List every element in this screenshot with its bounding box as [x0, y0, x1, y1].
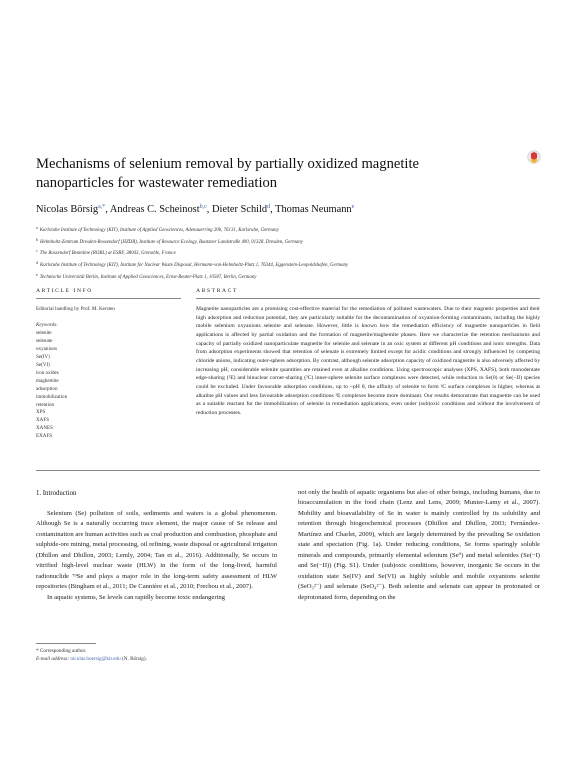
- affiliation-text: Karlsruhe Institute of Technology (KIT), Institute of Applied Geosciences, Adenauerring 20b, 76131, Karlsruhe, Germany: [39, 228, 279, 233]
- keyword: Se(VI): [36, 361, 50, 368]
- author-name[interactable]: Dieter Schild: [212, 204, 268, 215]
- affiliation: [36, 271, 556, 283]
- email-link[interactable]: nicolas.boersig@kit.edu: [70, 656, 121, 663]
- divider: [196, 298, 540, 299]
- article-title: [36, 155, 536, 193]
- keyword: XPS: [36, 409, 46, 416]
- body-column-left: [36, 509, 277, 603]
- article-info-heading: ARTICLE INFO: [36, 288, 93, 294]
- affiliation: [36, 247, 556, 259]
- keyword: immobilization: [36, 393, 68, 400]
- author-name[interactable]: Andreas C. Scheinost: [109, 204, 200, 215]
- affiliation: [36, 259, 556, 271]
- keyword: oxyanions: [36, 345, 57, 352]
- title-line-1: Mechanisms of selenium removal by partially oxidized magnetite: [36, 156, 419, 172]
- author-list: Nicolas Börsig$^{a,*}$, Andreas C. Scheinost$^{b,c}$, Dieter Schild$^d$, Thomas Neumann$^e$: [36, 204, 355, 215]
- author-name[interactable]: Nicolas Börsig: [36, 204, 99, 215]
- affiliation-marker: c: [36, 248, 38, 254]
- section-heading-introduction: 1. Introduction: [36, 490, 77, 497]
- keywords-heading: Keywords:: [36, 322, 58, 328]
- keyword-list: [36, 322, 67, 441]
- keyword: XAFS: [36, 417, 50, 424]
- affiliation-text: The Rossendorf Beamline (ROBL) at ESRF, 38043, Grenoble, France: [39, 251, 176, 257]
- author-affil-marker[interactable]: a,*: [98, 204, 106, 210]
- keyword: XANES: [36, 425, 53, 432]
- affiliation-text: Helmholtz-Zentrum Dresden-Rossendorf (HZDR), Institute of Resource Ecology, Bautzner Landstraße 400, 01328, Dresden, Germany: [40, 239, 303, 245]
- abstract-text: Magnetite nanoparticles are a promising cost-effective material for the remediation of polluted wastewaters. Due to their magnetic properties and their high adsorption and reduction potential, they are particularly suitable for the decontamination of oxyanion-forming contaminants, including the highly mobile selenium oxyanions selenite and selenate. However, little is known how the remediation efficiency of magnetite nanoparticles in field applications is affected by partial oxidation and the formation of magnetite/maghemite phases. Here we characterize the retention mechanisms and capacity of partially oxidized nanoparticulate magnetite for selenite and selenate in an oxic system at different pH conditions and ionic strengths. Data from adsorption experiments showed that retention of selenate is extremely limited except for acidic conditions and strongly influenced by competing chloride anions, indicating outer-sphere adsorption. By contrast, although selenite adsorption capacity of oxidized magnetite is also adversely affected by increasing pH, considerable selenite quantities are retained even at alkaline conditions. Using spectroscopic analyses (XPS, XAFS), both monodentate edge-sharing (²E) and binuclear corner-sharing (²C) inner-sphere selenite surface complexes were detected, while reduction to Se(0) or Se(−II) species could be excluded. Under favourable adsorption conditions, up to ~pH 8, the affinity of selenite to form ²C surface complexes is higher, whereas at alkaline pH values and less favourable adsorption conditions ²E complexes become more dominant. Our results demonstrate that magnetite can be used as a suitable reactant for the immobilization of selenite in remediation applications, even under (sub)oxic conditions and without the involvement of reduction processes.: [196, 306, 540, 416]
- keyword: adsorption: [36, 385, 58, 392]
- keyword: maghemite: [36, 377, 59, 384]
- abstract-heading: ABSTRACT: [196, 288, 239, 294]
- editorial-handling: Editorial handling by Prof. M. Kersten: [36, 306, 115, 312]
- divider: [36, 298, 181, 299]
- body-paragraph: In aquatic systems, Se levels can rapidly become toxic endangering: [47, 593, 225, 601]
- keyword: Se(IV): [36, 353, 50, 360]
- keyword: EXAFS: [36, 433, 53, 440]
- body-paragraph: Selenium (Se) pollution of soils, sediments and waters is a global phenomenon. Although Se is a naturally occurring trace element, the major cause of Se release and contamination are human activities such as coal production and combustion, phosphate and sulphide-ore mining, metal processing, oil refining, waste disposal or agricultural irrigation (Dhillon and Dhillon, 2003; Lemly, 2004; Tan et al., 2016). Additionally, Se occurs in vitrified high-level nuclear waste (HLW) in the form of the long-lived, harmful radionuclide ⁷⁹Se and plays a major role in the long-term safety assessment of HLW repositories (Bingham et al., 2011; De Cannière et al., 2010; Frechou et al., 2007).: [36, 510, 277, 591]
- keyword: selenate: [36, 337, 53, 344]
- title-line-2: nanoparticles for wastewater remediation: [36, 175, 278, 191]
- keyword: selenite: [36, 329, 52, 336]
- author-name[interactable]: Thomas Neumann: [275, 204, 352, 215]
- body-column-right: [298, 488, 540, 603]
- author-affil-marker[interactable]: d: [267, 204, 271, 210]
- footnote-divider: [36, 643, 96, 644]
- email-suffix: (N. Börsig).: [122, 656, 147, 663]
- author-affil-marker[interactable]: b,c: [199, 204, 207, 210]
- affiliation-marker: a: [36, 225, 38, 230]
- affiliation-text: Karlsruhe Institute of Technology (KIT), Institute for Nuclear Waste Disposal, Hermann-von-Helmholtz-Platz 1, 76344, Eggenstein-Leopoldshafen, Germany: [40, 263, 349, 269]
- footnotes: [36, 647, 147, 664]
- affiliation-text: Technische Universität Berlin, Institute of Applied Geosciences, Ernst-Reuter-Platz 1, 10587, Berlin, Germany: [39, 274, 257, 280]
- keyword: iron oxides: [36, 369, 59, 376]
- affiliation-marker: e: [36, 271, 38, 277]
- footnote-corresponding: * Corresponding author.: [36, 648, 87, 654]
- affiliation-marker: d: [36, 260, 38, 266]
- footnote-email: [36, 655, 147, 663]
- divider: [36, 470, 540, 471]
- affiliation: [36, 224, 556, 236]
- affiliation-marker: b: [36, 236, 38, 242]
- affiliation-list: [36, 224, 556, 283]
- author-affil-marker[interactable]: e: [351, 204, 355, 210]
- affiliation: [36, 236, 556, 248]
- email-label: E-mail address:: [36, 656, 70, 663]
- body-paragraph: not only the health of aquatic organisms but also of other beings, including humans, due to bioaccumulation in the food chain (Lenz and Lens, 2009; Munier-Lamy et al., 2007). Mobility and bioavailability of Se in water is mainly controlled by its solubility and retention through biogeochemical processes (Dhillon and Dhillon, 2003; Fernández-Martínez and Charlet, 2009), which are largely determined by the prevailing Se oxidation state and speciation (Fig. 1a). Under reducing conditions, Se forms sparingly soluble minerals and compounds, primarily elemental selenium (Se⁰) and metal selenides (Se(−I) and Se(−II)) (Fig. S1). Under (sub)oxic conditions, however, inorganic Se occurs in the oxidation state Se(IV) and Se(VI) as highly soluble and mobile oxyanions selenite (SeO₃²⁻) and selenate (SeO₄²⁻). Both selenite and selenate can appear in protonated or deprotonated form, depending on the: [298, 489, 540, 601]
- keyword: retention: [36, 401, 55, 408]
